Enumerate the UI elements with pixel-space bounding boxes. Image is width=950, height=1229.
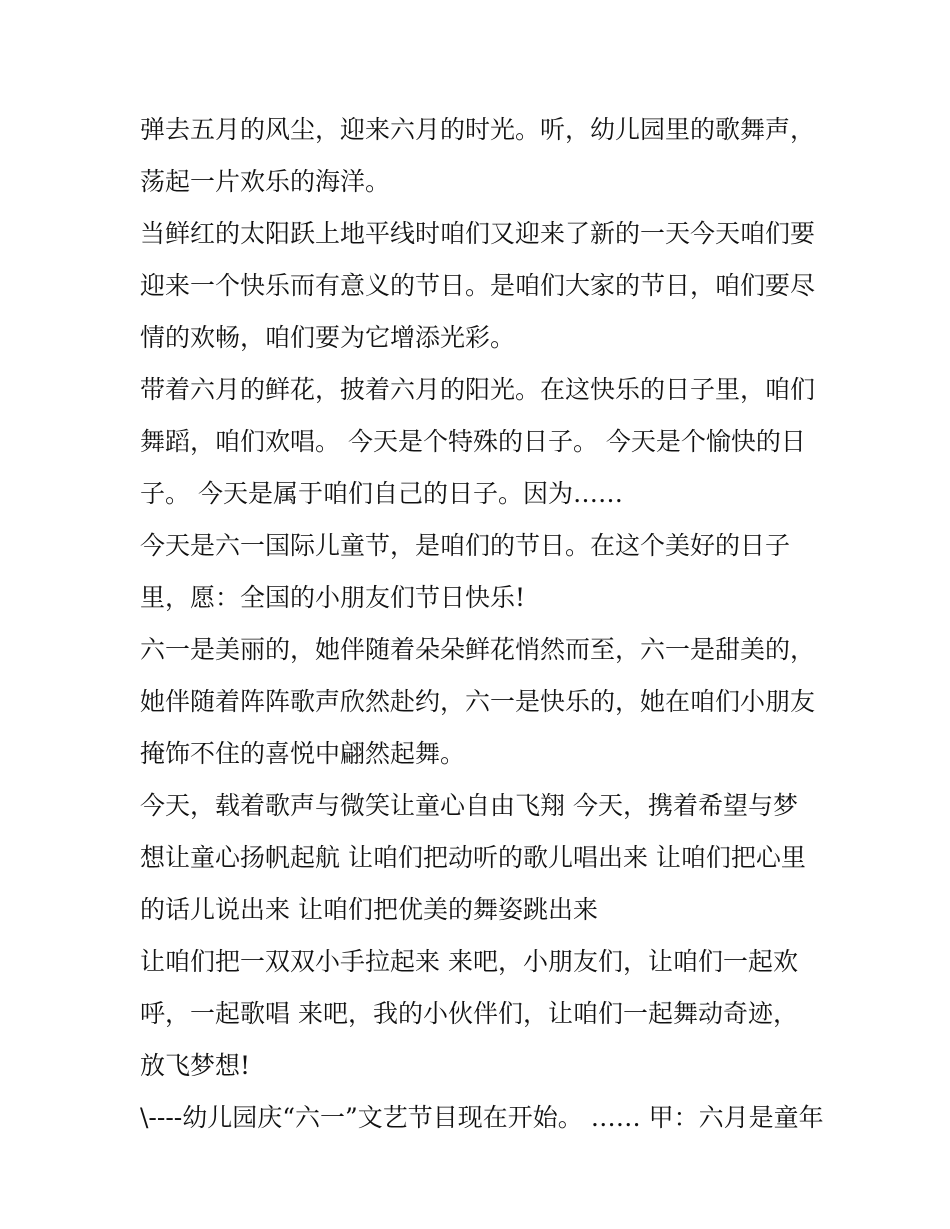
text-line: 的话儿说出来 让咱们把优美的舞姿跳出来 [140, 895, 598, 924]
text-line: 掩饰不住的喜悦中翩然起舞。 [140, 739, 466, 768]
text-line: 今天，载着歌声与微笑让童心自由飞翔 今天，携着希望与梦 [140, 791, 798, 820]
text-line: 今天是六一国际儿童节，是咱们的节日。在这个美好的日子 [140, 531, 791, 560]
text-line: 她伴随着阵阵歌声欣然赴约，六一是快乐的，她在咱们小朋友 [140, 687, 816, 716]
text-line: 里，愿：全国的小朋友们节日快乐! [140, 583, 526, 612]
text-line: 带着六月的鲜花，披着六月的阳光。在这快乐的日子里，咱们 [140, 375, 816, 404]
text-line: 当鲜红的太阳跃上地平线时咱们又迎来了新的一天今天咱们要 [140, 219, 816, 248]
text-line: 让咱们把一双双小手拉起来 来吧，小朋友们，让咱们一起欢 [140, 947, 798, 976]
text-line: 弹去五月的风尘，迎来六月的时光。听，幼儿园里的歌舞声， [140, 115, 816, 144]
text-line: 想让童心扬帆起航 让咱们把动听的歌儿唱出来 让咱们把心里 [140, 843, 806, 872]
text-line: 荡起一片欢乐的海洋。 [140, 167, 391, 196]
text-line: 迎来一个快乐而有意义的节日。是咱们大家的节日，咱们要尽 [140, 271, 816, 300]
text-line: 情的欢畅，咱们要为它增添光彩。 [140, 323, 516, 352]
text-line: 呼，一起歌唱 来吧，我的小伙伴们，让咱们一起舞动奇迹， [140, 999, 798, 1028]
text-line: 舞蹈，咱们欢唱。 今天是个特殊的日子。 今天是个愉快的日 [140, 427, 806, 456]
text-line: \----幼儿园庆“六一”文艺节目现在开始。 …… 甲：六月是童年 [140, 1103, 824, 1132]
text-line: 子。 今天是属于咱们自己的日子。因为…… [140, 479, 623, 508]
text-line: 六一是美丽的，她伴随着朵朵鲜花悄然而至，六一是甜美的， [140, 635, 816, 664]
document-body [140, 104, 830, 1144]
text-line: 放飞梦想! [140, 1051, 251, 1080]
